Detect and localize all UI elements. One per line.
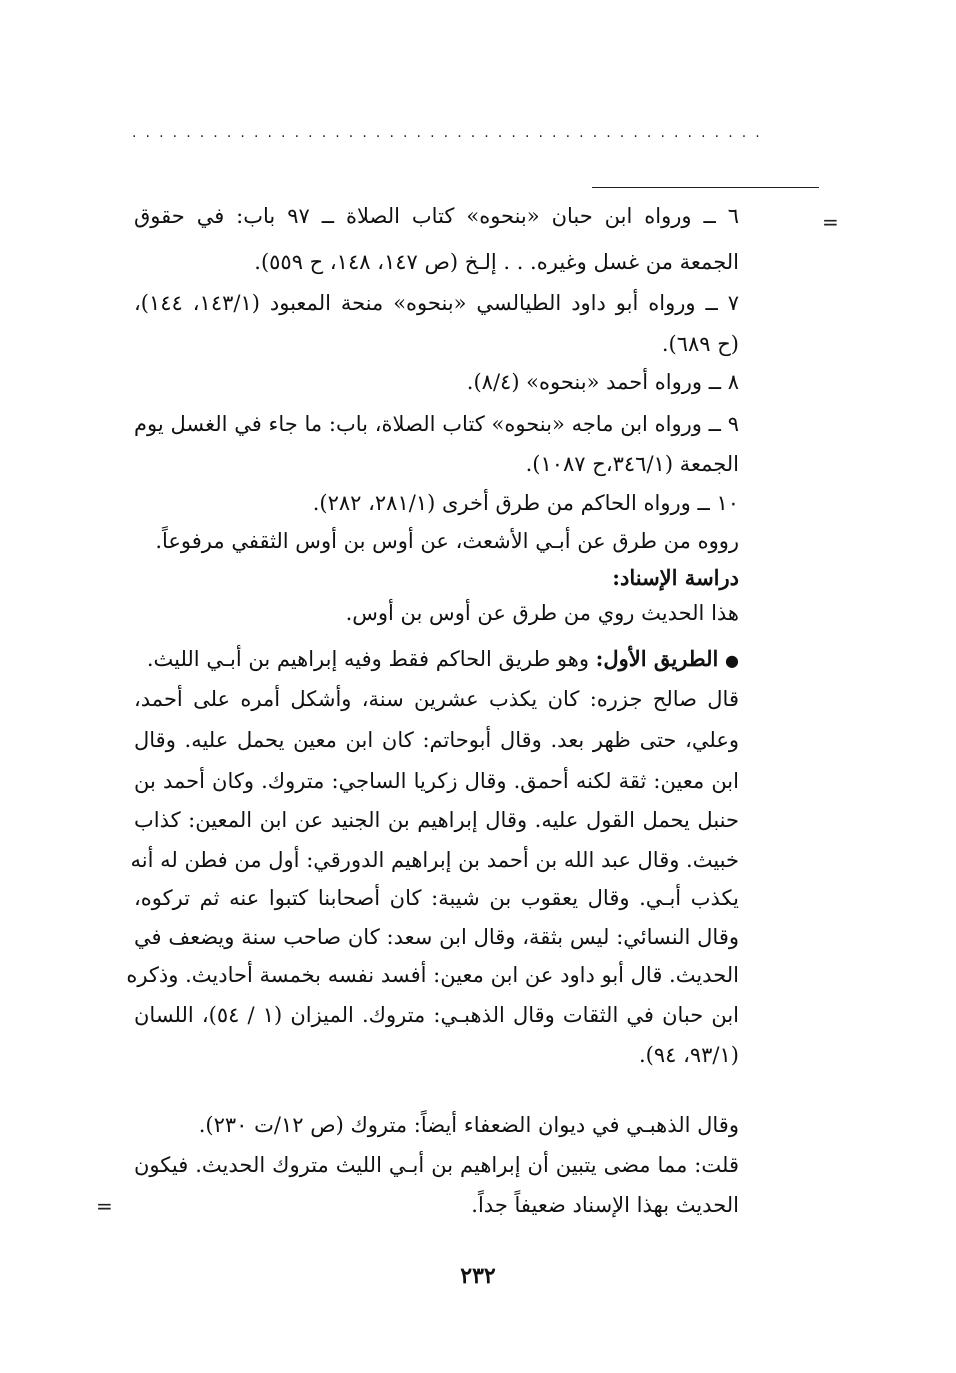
body-line: ابن حبان في الثقات وقال الذهبـي: متروك. الميزان (١ / ٥٤)، اللسان	[134, 1003, 739, 1027]
footnote-line: الجمعة من غسل وغيره. . . إلـخ (ص ١٤٧، ١٤٨، ح ٥٥٩).	[254, 250, 739, 274]
footnote-line: ١٠ ــ ورواه الحاكم من طرق أخرى (٢٨١/١، ٢٨٢).	[312, 491, 739, 515]
first-path-label: الطريق الأول:	[595, 646, 719, 671]
footnote-line: الجمعة (٣٤٦/١،ح ١٠٨٧).	[525, 452, 739, 476]
bullet-icon: ●	[725, 651, 739, 670]
first-path-text: وهو طريق الحاكم فقط وفيه إبراهيم بن أبـي الليث.	[146, 647, 589, 671]
body-line: قال صالح جزره: كان يكذب عشرين سنة، وأشكل أمره على أحمد،	[134, 687, 739, 711]
body-line: حنبل يحمل القول عليه. وقال إبراهيم بن الجنيد عن ابن المعين: كذاب	[134, 808, 739, 832]
first-path-line	[134, 646, 739, 672]
body-line: (٩٣/١، ٩٤).	[638, 1043, 739, 1067]
body-line: وقال النسائي: ليس بثقة، وقال ابن سعد: كان صاحب سنة ويضعف في	[134, 925, 739, 949]
body-line: ابن معين: ثقة لكنه أحمق. وقال زكريا الساجي: متروك. وكان أحمد بن	[134, 769, 739, 793]
closing-line: قلت: مما مضى يتبين أن إبراهيم بن أبـي الليث متروك الحديث. فيكون	[134, 1153, 739, 1177]
closing-line: وقال الذهبـي في ديوان الضعفاء أيضاً: متروك (ص ١٢/ت ٢٣٠).	[198, 1113, 739, 1137]
body-line: الحديث. قال أبو داود عن ابن معين: أفسد نفسه بخمسة أحاديث. وذكره	[126, 963, 739, 987]
closing-line: الحديث بهذا الإسناد ضعيفاً جداً.	[471, 1193, 739, 1217]
intro-line: هذا الحديث روي من طرق عن أوس بن أوس.	[345, 601, 739, 625]
page-number: ٢٣٢	[460, 1263, 496, 1289]
footnote-line: ٦ ــ ورواه ابن حبان «بنحوه» كتاب الصلاة ــ ٩٧ باب: في حقوق	[134, 204, 740, 228]
footnote-line: ٩ ــ ورواه ابن ماجه «بنحوه» كتاب الصلاة، باب: ما جاء في الغسل يوم	[134, 412, 739, 436]
footnote-line: (ح ٦٨٩).	[661, 332, 739, 356]
continuation-mark-bottom: =	[96, 1194, 113, 1218]
body-line: خبيث. وقال عبد الله بن أحمد بن إبراهيم الدورقي: أول من فطن له أنه	[130, 848, 739, 872]
footnote-line: رووه من طرق عن أبـي الأشعث، عن أوس بن أوس الثقفي مرفوعاً.	[155, 529, 739, 553]
footnote-rule	[592, 187, 819, 188]
footnote-line: ٨ ــ ورواه أحمد «بنحوه» (٨/٤).	[466, 370, 739, 394]
body-line: يكذب أبـي. وقال يعقوب بن شيبة: كان أصحابنا كتبوا عنه ثم تركوه،	[134, 886, 739, 910]
section-heading: دراسة الإسناد:	[612, 565, 739, 590]
continuation-mark-top: =	[822, 210, 839, 234]
body-line: وعلي، حتى ظهر بعد. وقال أبوحاتم: كان ابن معين يحمل عليه. وقال	[134, 728, 739, 752]
footnote-separator-dots: ...............................................	[132, 126, 769, 140]
footnote-line: ٧ ــ ورواه أبو داود الطيالسي «بنحوه» منحة المعبود (١٤٣/١، ١٤٤)،	[134, 291, 739, 315]
